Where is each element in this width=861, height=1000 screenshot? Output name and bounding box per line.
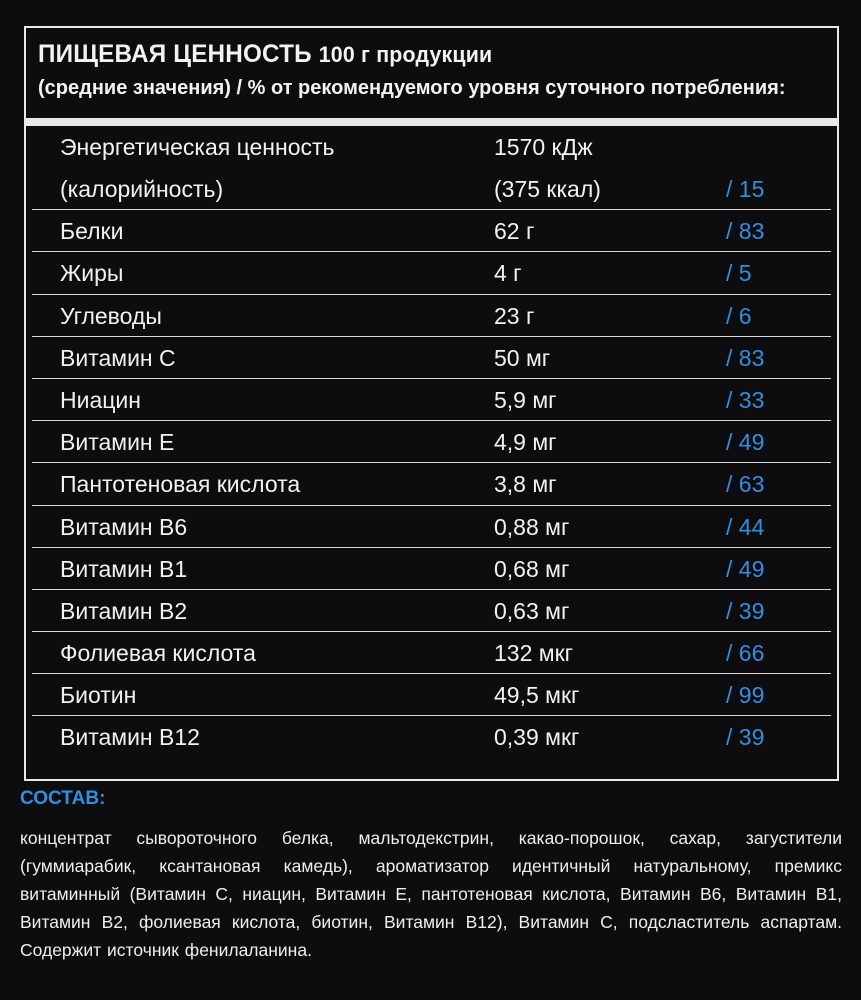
table-row <box>32 463 831 505</box>
row-value: (375 ккал) <box>494 176 601 202</box>
table-row <box>32 674 831 716</box>
table-row <box>32 210 831 252</box>
row-name: Витамин В2 <box>60 597 188 624</box>
row-name: Энергетическая ценность <box>60 134 335 160</box>
composition-text: концентрат сывороточного белка, мальтодекстрин, какао-порошок, сахар, загустители (гуммиарабик, ксантановая камедь), ароматизатор идентичный натуральному, премикс витаминный (Витамин С, ниацин, Витамин Е, пантотеновая кислота, Витамин В6, Витамин В1, Витамин В2, фолиевая кислота, биотин, Витамин В12), Витамин С, подсластитель аспартам. Содержит источник фенилаланина. <box>20 828 842 960</box>
table-row-energy-kcal <box>32 168 831 210</box>
table-row <box>32 548 831 590</box>
table-row <box>32 252 831 294</box>
row-name: (калорийность) <box>60 176 224 202</box>
row-name: Витамин В1 <box>60 555 188 582</box>
table-row <box>32 379 831 421</box>
table-row <box>32 421 831 463</box>
row-value: 23 г <box>494 302 535 329</box>
nutrition-table <box>26 126 837 759</box>
row-percent: / 99 <box>726 682 765 709</box>
table-row <box>32 337 831 379</box>
composition-section <box>20 788 842 964</box>
row-name: Жиры <box>60 260 124 287</box>
row-name: Пантотеновая кислота <box>60 471 301 498</box>
row-percent: / 63 <box>726 471 765 498</box>
table-row-energy-kj <box>32 126 831 168</box>
nutrition-title <box>38 40 813 69</box>
table-row <box>32 295 831 337</box>
row-value: 0,63 мг <box>494 597 570 624</box>
nutrition-title-unit: 100 г продукции <box>318 42 493 67</box>
row-value: 4 г <box>494 260 522 287</box>
row-name: Белки <box>60 218 124 245</box>
row-name: Витамин В6 <box>60 513 188 540</box>
row-percent: / 6 <box>726 302 752 329</box>
nutrition-subtitle: (средние значения) / % от рекомендуемого уровня суточного потребления: <box>38 77 786 99</box>
row-value: 0,68 мг <box>494 555 570 582</box>
row-percent: / 5 <box>726 260 752 287</box>
row-percent: / 83 <box>726 344 765 371</box>
row-percent: / 44 <box>726 513 765 540</box>
row-value: 4,9 мг <box>494 429 557 456</box>
composition-title: СОСТАВ: <box>20 788 106 809</box>
row-name: Витамин Е <box>60 429 175 456</box>
row-name: Углеводы <box>60 302 162 329</box>
row-value: 132 мкг <box>494 640 574 667</box>
row-percent: / 39 <box>726 597 765 624</box>
row-percent: / 49 <box>726 429 765 456</box>
row-name: Ниацин <box>60 386 141 413</box>
row-value: 50 мг <box>494 344 551 371</box>
row-value: 1570 кДж <box>494 134 593 160</box>
row-name: Биотин <box>60 682 137 709</box>
table-row <box>32 590 831 632</box>
row-value: 49,5 мкг <box>494 682 580 709</box>
table-row <box>32 506 831 548</box>
table-row <box>32 716 831 758</box>
row-percent: / 83 <box>726 218 765 245</box>
row-percent: / 39 <box>726 724 765 751</box>
row-value: 0,88 мг <box>494 513 570 540</box>
row-value: 5,9 мг <box>494 386 557 413</box>
row-value: 62 г <box>494 218 535 245</box>
row-percent: / 49 <box>726 555 765 582</box>
nutrition-title-main: ПИЩЕВАЯ ЦЕННОСТЬ <box>38 40 312 68</box>
row-percent: / 15 <box>726 176 765 202</box>
row-name: Витамин В12 <box>60 724 200 751</box>
row-percent: / 66 <box>726 640 765 667</box>
row-value: 3,8 мг <box>494 471 557 498</box>
row-percent: / 33 <box>726 386 765 413</box>
row-name: Фолиевая кислота <box>60 640 256 667</box>
nutrition-header <box>26 28 837 126</box>
row-value: 0,39 мкг <box>494 724 580 751</box>
table-row <box>32 632 831 674</box>
row-name: Витамин С <box>60 344 176 371</box>
nutrition-facts-panel <box>24 26 839 781</box>
